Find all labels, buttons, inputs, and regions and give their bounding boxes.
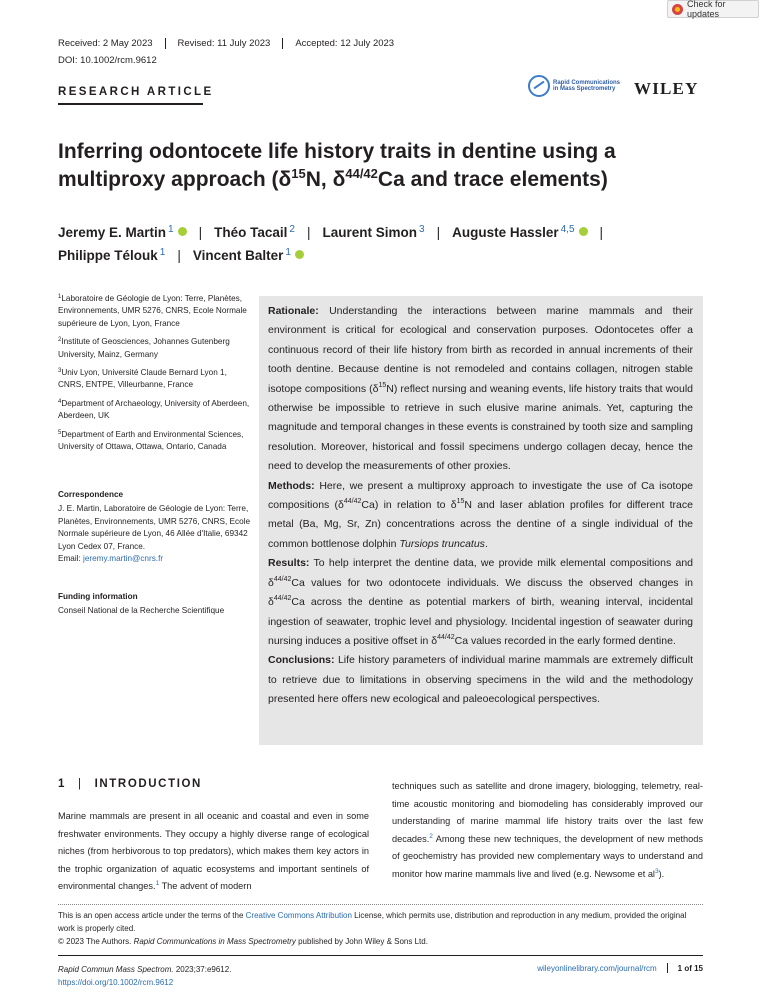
author[interactable]: Vincent Balter $^1$	[193, 248, 304, 263]
reference-link[interactable]: 2	[429, 832, 433, 840]
correspondence-heading: Correspondence	[58, 490, 124, 499]
intro-paragraph-continued: techniques such as satellite and drone imagery, biologging, telemetry, real-time acoustic monitoring and biomodeling has considerably improved our understanding of marine mammal life history traits over the last few decades.$^2$ Among these new techniques, the development of new methods of geochemistry has provided new complementary ways to understand and monitor how marine mammals live and lived (e.g. Newsome et $al^3$).	[392, 781, 703, 879]
affiliation: $^5$Department of Earth and Environmental Sciences, University of Ottawa, Ottawa, Ontario, Canada	[58, 429, 244, 452]
funding-heading: Funding information	[58, 592, 138, 601]
reference-link[interactable]: 1	[155, 880, 160, 888]
article-type-underline	[58, 103, 203, 105]
correspondence: Correspondence J. E. Martin, Laboratoire de Géologie de Lyon: Terre, Planètes, Environnements, UMR 5276, CNRS, Ecole Normale supérieure de Lyon, 46 Allée d'Italie, 69342 Lyon Cedex 07, France. Email: jeremy.martin@cnrs.fr	[58, 489, 253, 565]
funding-information	[58, 591, 253, 618]
check-for-updates-label: Check for updates	[687, 0, 726, 19]
footer-divider	[58, 955, 703, 956]
author-list: Jeremy E. Martin $^1$ | Théo Tacail $^2$ | Laurent Simon $^3$ | Auguste Hassler $^{4,5}$ | Philippe Télouk $^1$ | Vincent Balter $^1$	[58, 224, 604, 263]
footer-page-info	[537, 963, 703, 973]
abstract-rationale: Rationale: Understanding the interactions between marine mammals and their environment is critical for ecological and conservation purposes. Odontocetes offer a continuous record of their life history from birth as recorded in annual increments of their tooth dentine. Because dentine is not remodeled and contains collagen, nitrogen stable isotope compositions $(\delta^{15}N)$ reflect nursing and weaning events, life history traits that would otherwise be impossible to retrieve in such elusive marine animals. Yet, capturing the magnitude and temporal changes in these events is constrained by tooth size and sampling resolution. Moreover, historical and fossil specimens undergo collagen decay, hence the need to develop the measurements of other proxies.	[268, 305, 694, 473]
orcid-icon[interactable]	[295, 250, 304, 259]
funding-text: Conseil National de la Recherche Scientifique	[58, 606, 225, 616]
author[interactable]: Laurent Simon $^3$	[322, 224, 425, 240]
article-title: Inferring odontocete life history traits in dentine using a multiproxy approach ($\delta^{15}N$, $\delta^{44/42}Ca$ and trace elements)	[58, 140, 616, 191]
affiliation: $^3$Univ Lyon, Université Claude Bernard Lyon 1, CNRS, ENTPE, Villeurbanne, France	[58, 368, 227, 390]
reference-link[interactable]: 3	[654, 867, 659, 875]
abstract-results: Results: To help interpret the dentine data, we provide milk elemental compositions and $\delta^{44/42}Ca$ values for two odontocete individuals. We discuss the observed changes in $\delta^{44/42}Ca$ across the dentine as potential markers of birth, weaning interval, incidental ingestion of seawater, trophic level and physiology. Incidental ingestion of seawater during nursing induces a positive offset in $\delta^{44/42}Ca$ values recorded in the early formed dentine.	[268, 557, 694, 647]
footer-citation: Rapid Commun Mass Spectrom. 2023;37:e9612. https://doi.org/10.1002/rcm.9612	[58, 965, 232, 987]
cc-license-link[interactable]: Creative Commons Attribution	[245, 911, 352, 920]
correspondence-text: J. E. Martin, Laboratoire de Géologie de Lyon: Terre, Planètes, Environnements, UMR 5276, CNRS, Ecole Normale supérieure de Lyon, 46 Allée d'Italie, 69342 Lyon Cedex 07, France.	[58, 504, 251, 551]
affiliation: $^1$Laboratoire de Géologie de Lyon: Terre, Planètes, Environnements, UMR 5276, CNRS, Ecole Normale supérieure de Lyon, Lyon, France	[58, 294, 247, 328]
article-dates	[58, 38, 406, 49]
journal-logo-text: Rapid Communications in Mass Spectrometry	[553, 79, 621, 92]
abstract-methods: Methods: Here, we present a multiproxy approach to investigate the use of Ca isotope compositions $(\delta^{44/42}Ca)$ in relation to $\delta^{15}N$ and laser ablation profiles for different trace metal (Ba, Mg, Sr, Zn) concentrations across the dentine of a single individual of the common bottlenose dolphin Tursiops truncatus.	[268, 479, 693, 550]
license-notice: This is an open access article under the terms of the Creative Commons Attribution License, which permits use, distribution and reproduction in any medium, provided the original work is properly cited. © 2023 The Authors. Rapid Communications in Mass Spectrometry published by John Wiley & Sons Ltd.	[58, 909, 703, 948]
author[interactable]: Théo Tacail $^2$	[214, 224, 295, 240]
section-heading: 1 | INTRODUCTION	[58, 778, 202, 790]
orcid-icon[interactable]	[579, 227, 588, 236]
author[interactable]: Philippe Télouk $^1$	[58, 247, 166, 263]
author[interactable]: Jeremy E. Martin $^1$	[58, 225, 187, 240]
check-for-updates-button[interactable]	[667, 0, 759, 18]
crossmark-icon	[672, 4, 683, 15]
affiliations	[58, 293, 253, 459]
abstract-conclusions: Conclusions: Life history parameters of individual marine mammals are extremely difficult to retrieve due to limitations in observing specimens in the wild and the methodology presented here offers new ecological and paleoecological perspectives.	[268, 654, 693, 706]
revised-date: Revised: 11 July 2023	[165, 38, 283, 49]
footer-separator	[667, 963, 668, 973]
publisher-logo[interactable]: WILEY	[634, 79, 699, 98]
article-type: RESEARCH ARTICLE	[58, 86, 214, 98]
author[interactable]: Auguste Hassler $^{4,5}$	[452, 225, 587, 240]
abstract	[259, 296, 703, 745]
doi-link[interactable]: https://doi.org/10.1002/rcm.9612	[58, 978, 174, 987]
copyright: © 2023 The Authors. Rapid Communications in Mass Spectrometry published by John Wiley & Sons Ltd.	[58, 937, 428, 946]
journal-logo-icon	[528, 75, 550, 97]
journal-logo[interactable]	[528, 75, 623, 97]
affiliation: $^2$Institute of Geosciences, Johannes Gutenberg University, Mainz, Germany	[58, 337, 230, 359]
affiliation: $^4$Department of Archaeology, University of Aberdeen, Aberdeen, UK	[58, 398, 250, 421]
accepted-date: Accepted: 12 July 2023	[282, 38, 406, 49]
intro-paragraph: Marine mammals are present in all oceanic and coastal and even in some freshwater environments. They occupy a highly diverse range of ecological niches (from herbivorous to top predators), which makes them key actors in the trophic organization of aquatic ecosystems and important sentinels of environmental changes.$^1$ The advent of modern	[58, 811, 369, 892]
license-divider	[58, 904, 703, 905]
page-number: 1 of 15	[677, 963, 703, 973]
orcid-icon[interactable]	[178, 227, 187, 236]
journal-site-link[interactable]: wileyonlinelibrary.com/journal/rcm	[537, 963, 657, 973]
received-date: Received: 2 May 2023	[58, 38, 153, 49]
email-link[interactable]: jeremy.martin@cnrs.fr	[83, 554, 164, 564]
doi: DOI: 10.1002/rcm.9612	[58, 55, 157, 66]
